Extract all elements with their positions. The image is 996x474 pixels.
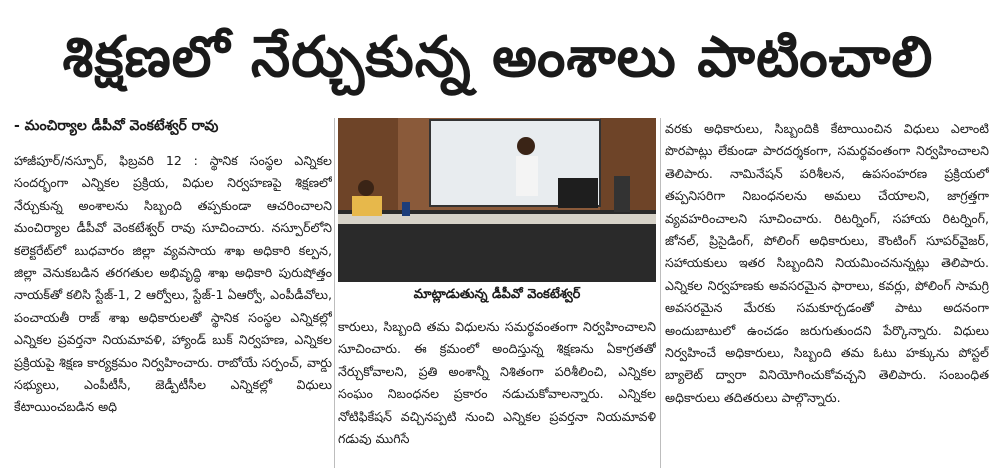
column-divider bbox=[334, 118, 335, 468]
official-saree bbox=[352, 196, 382, 216]
photo-illustration bbox=[338, 118, 656, 282]
chair bbox=[614, 176, 630, 212]
headline: శిక్షణలో నేర్చుకున్న అంశాలు పాటించాలి bbox=[62, 25, 934, 90]
water-bottle bbox=[402, 202, 410, 216]
article-column-3: వరకు అధికారులు, సిబ్బందికి కేటాయించిన విధులు ఎలాంటి పొరపాట్లు లేకుండా పారదర్శకంగా, సమర్థవంతంగా నిర్వహించాలని తెలిపారు. నామినేషన్ పరిశీలన, ఉపసంహరణ ప్రక్రియలో తప్పనిసరిగా నిబంధనలను అమలు చేయాలని, జాగ్రత్తగా వ్యవహరించాలని సూచించారు. రిటర్నింగ్, సహాయ రిటర్నింగ్, జోనల్, ప్రిసైడింగ్, పోలింగ్ అధికారులు, కౌంటింగ్ సూపర్‌వైజర్, సహాయకులు ఇతర సిబ్బందిని నియమించనున్నట్లు తెలిపారు. ఎన్నికల నిర్వహణకు అవసరమైన ఫారాలు, కవర్లు, పోలింగ్ సామగ్రి అవసరమైన మేరకు సమకూర్చడంతో పాటు అదనంగా అందుబాటులో ఉంచడం జరుగుతుందని పేర్కొన్నారు. విధులు నిర్వహించే అధికారులు, సిబ్బంది తమ ఓటు హక్కును పోస్టల్ బ్యాలెట్ ద్వారా వినియోగించుకోవచ్చని తెలిపారు. సంబంధిత అధికారులు తదితరులు పాల్గొన్నారు. bbox=[665, 121, 989, 405]
speaker-head bbox=[517, 137, 535, 155]
event-photo bbox=[338, 118, 656, 282]
podium bbox=[558, 178, 598, 208]
speaker-shirt bbox=[516, 156, 538, 196]
column-divider bbox=[660, 118, 661, 468]
byline: - మంచిర్యాల డీపీవో వెంకటేశ్వర్ రావు bbox=[14, 118, 219, 134]
desk-top bbox=[338, 214, 656, 224]
article-column-1: హాజీపూర్/నస్పూర్, ఫిబ్రవరి 12 : స్థానిక సంస్థల ఎన్నికల సందర్భంగా ఎన్నికల ప్రక్రియ, విధుల నిర్వహణపై శిక్షణలో నేర్చుకున్న అంశాలను సిబ్బంది తప్పకుండా ఆచరించాలని మంచిర్యాల డీపీవో వెంకటేశ్వర్ రావు సూచించారు. నస్పూర్‌లోని కలెక్టరేట్‌లో బుధవారం జిల్లా వ్యవసాయ శాఖ అధికారి కల్పన, జిల్లా వెనుకబడిన తరగతుల అభివృద్ధి శాఖ అధికారి పురుషోత్తం నాయక్‌తో కలిసి స్టేజ్-1, 2 ఆర్వోలు, స్టేజ్-1 ఏఆర్వో, ఎంపీడీవోలు, పంచాయతీ రాజ్ శాఖ అధికారులతో స్థానిక సంస్థల ఎన్నికల్లో ఎన్నికల ప్రవర్తనా నియమావళి, హ్యాండ్ బుక్ నిర్వహణ, ఎన్నికల ప్రక్రియపై శిక్షణ కార్యక్రమం నిర్వహించారు. రాబోయే సర్పంచ్, వార్డు సభ్యులు, ఎంపీటీసీ, జెడ్పీటీసీల ఎన్నికల్లో విధులు కేటాయించబడిన అధి bbox=[14, 153, 332, 415]
photo-caption: మాట్లాడుతున్న డీపీవో వెంకటేశ్వర్ bbox=[413, 287, 581, 302]
article-column-2: కారులు, సిబ్బంది తమ విధులను సమర్థవంతంగా నిర్వహించాలని సూచించారు. ఈ క్రమంలో అందిస్తున్న శిక్షణను ఏకాగ్రతతో నేర్చుకోవాలని, ప్రతి అంశాన్నీ నిశితంగా పరిశీలించి, ఎన్నికల సంఘం నిబంధనల ప్రకారం నడుచుకోవాలన్నారు. ఎన్నికల నోటిఫికేషన్ వచ్చినప్పటి నుంచి ఎన్నికల ప్రవర్తనా నియమావళి గడువు ముగిసే bbox=[338, 319, 656, 447]
official-head bbox=[358, 180, 374, 196]
